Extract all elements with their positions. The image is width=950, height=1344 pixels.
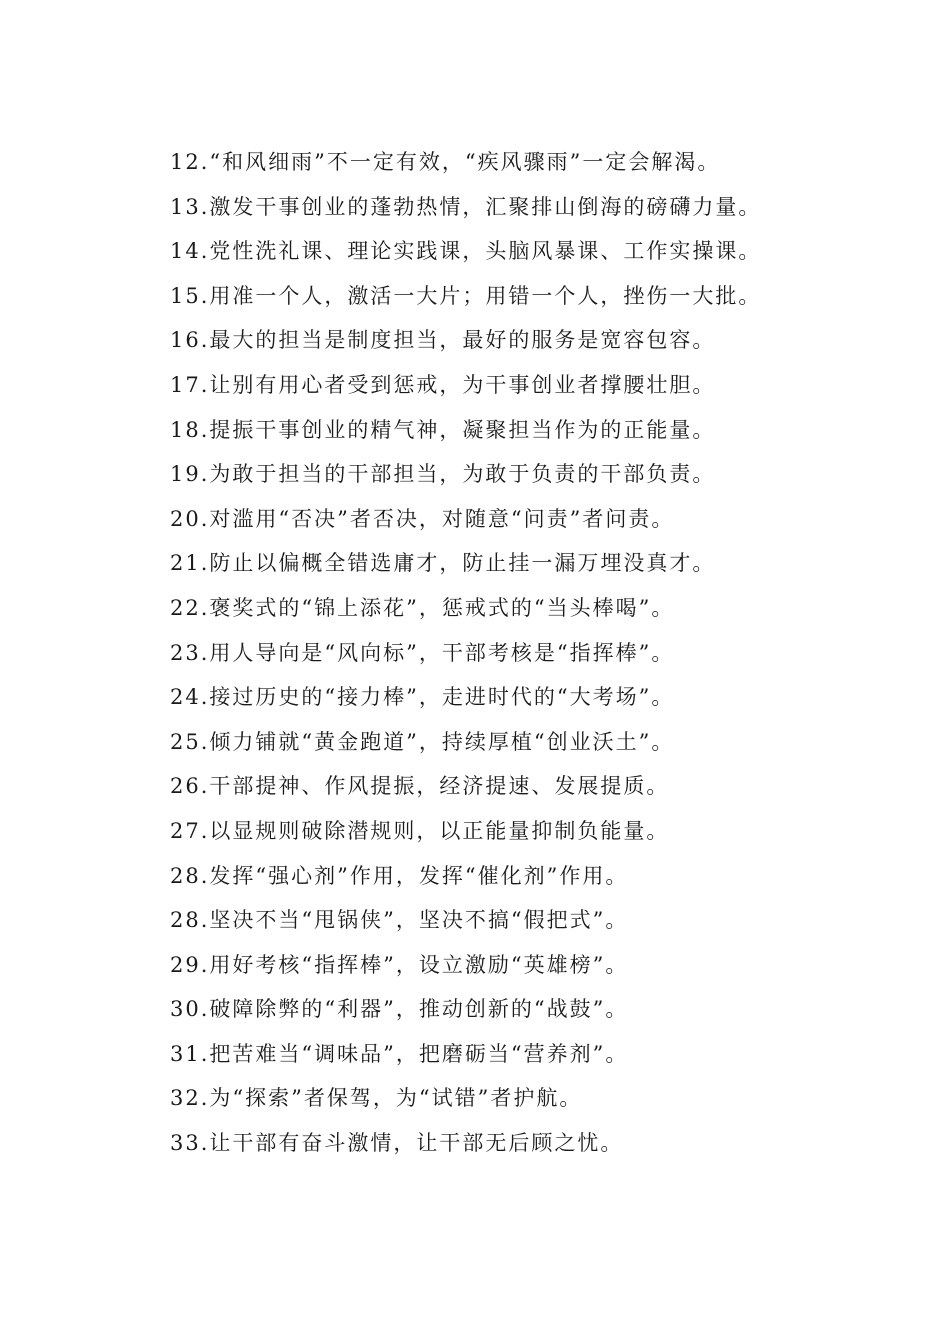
list-item: 24.接过历史的“接力棒”，走进时代的“大考场”。 [170,685,675,710]
list-item: 20.对滥用“否决”者否决，对随意“问责”者问责。 [170,506,675,531]
list-item: 32.为“探索”者保驾，为“试错”者护航。 [170,1086,583,1111]
list-item: 29.用好考核“指挥棒”，设立激励“英雄榜”。 [170,952,629,977]
list-item: 16.最大的担当是制度担当，最好的服务是宽容包容。 [170,328,716,353]
list-item: 15.用准一个人，激活一大片；用错一个人，挫伤一大批。 [170,283,762,308]
list-item: 21.防止以偏概全错选庸才，防止挂一漏万埋没真才。 [170,551,716,576]
list-item: 22.褒奖式的“锦上添花”，惩戒式的“当头棒喝”。 [170,595,675,620]
list-item: 26.干部提神、作风提振，经济提速、发展提质。 [170,774,670,799]
list-item: 28.坚决不当“甩锅侠”，坚决不搞“假把式”。 [170,908,629,933]
list-item: 25.倾力铺就“黄金跑道”，持续厚植“创业沃土”。 [170,729,675,754]
list-item: 18.提振干事创业的精气神，凝聚担当作为的正能量。 [170,417,716,442]
list-item: 17.让别有用心者受到惩戒，为干事创业者撑腰壮胆。 [170,372,716,397]
list-item: 33.让干部有奋斗激情，让干部无后顾之忧。 [170,1131,624,1156]
list-item: 27.以显规则破除潜规则，以正能量抑制负能量。 [170,818,670,843]
list-item: 13.激发干事创业的蓬勃热情，汇聚排山倒海的磅礴力量。 [170,194,762,219]
list-item: 30.破障除弊的“利器”，推动创新的“战鼓”。 [170,997,629,1022]
list-item: 31.把苦难当“调味品”，把磨砺当“营养剂”。 [170,1041,629,1066]
list-item: 14.党性洗礼课、理论实践课，头脑风暴课、工作实操课。 [170,239,762,264]
list-item: 12.“和风细雨”不一定有效，“疾风骤雨”一定会解渴。 [170,150,721,174]
list-item: 19.为敢于担当的干部担当，为敢于负责的干部负责。 [170,462,716,487]
list-item: 23.用人导向是“风向标”，干部考核是“指挥棒”。 [170,640,675,665]
slogan-list [170,140,830,1166]
list-item: 28.发挥“强心剂”作用，发挥“催化剂”作用。 [170,863,629,888]
